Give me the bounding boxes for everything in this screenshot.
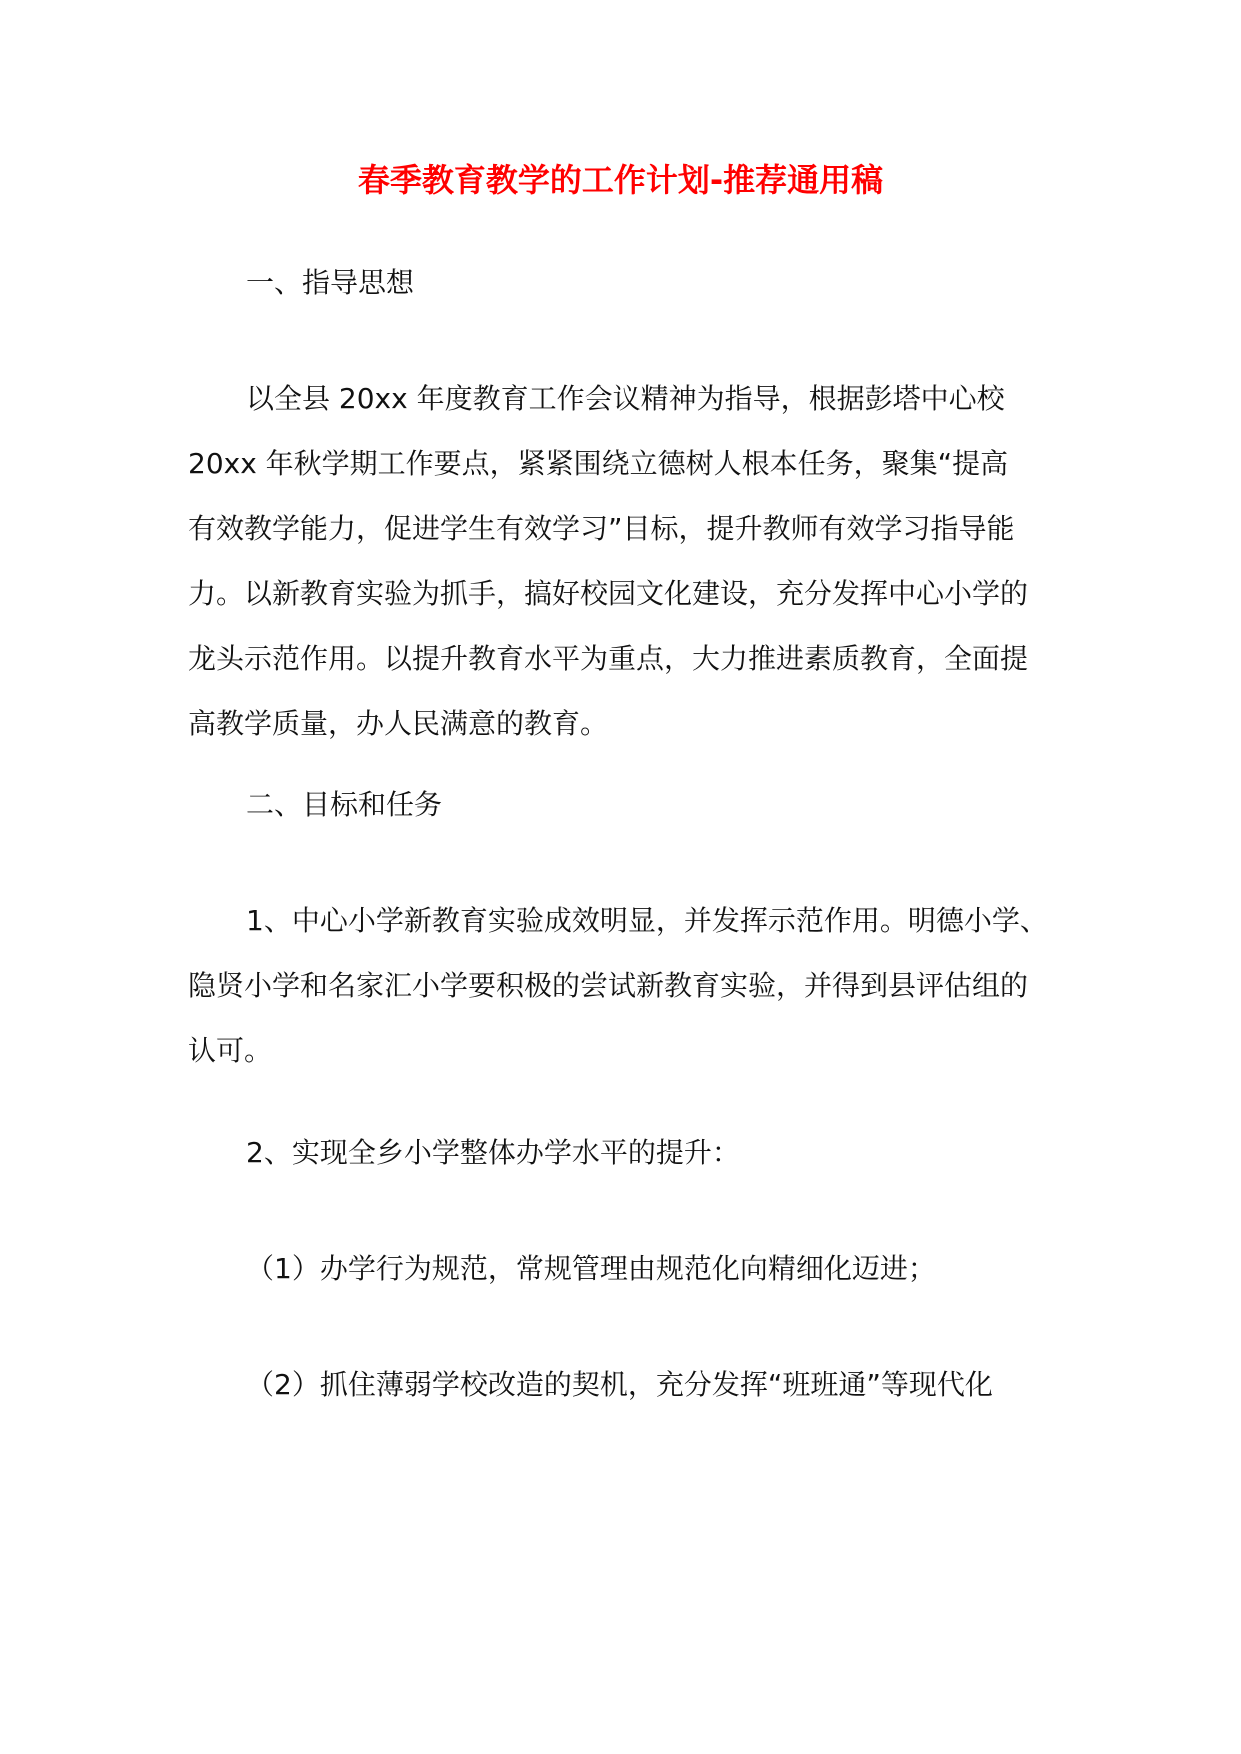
paragraph-line: 认可。 xyxy=(188,1034,273,1067)
paragraph-line: 力。以新教育实验为抓手，搞好校园文化建设，充分发挥中心小学的 xyxy=(188,577,1029,610)
paragraph-line: 有效教学能力，促进学生有效学习”目标，提升教师有效学习指导能 xyxy=(188,512,1015,545)
section-heading-guiding-thought: 一、指导思想 xyxy=(246,266,415,299)
paragraph-subitem-2: （2）抓住薄弱学校改造的契机，充分发挥“班班通”等现代化 xyxy=(246,1368,993,1401)
paragraph-item-2: 2、实现全乡小学整体办学水平的提升： xyxy=(246,1136,740,1169)
section-heading-goals-tasks: 二、目标和任务 xyxy=(246,788,443,821)
paragraph-line: 20xx 年秋学期工作要点，紧紧围绕立德树人根本任务，聚集“提高 xyxy=(188,447,1009,480)
paragraph-line: 龙头示范作用。以提升教育水平为重点，大力推进素质教育，全面提 xyxy=(188,642,1029,675)
paragraph-subitem-1: （1）办学行为规范，常规管理由规范化向精细化迈进； xyxy=(246,1252,936,1285)
paragraph-line: 隐贤小学和名家汇小学要积极的尝试新教育实验，并得到县评估组的 xyxy=(188,969,1029,1002)
paragraph-guiding-thought xyxy=(188,366,1068,756)
paragraph-line: 以全县 20xx 年度教育工作会议精神为指导，根据彭塔中心校 xyxy=(246,382,1005,415)
paragraph-line: 高教学质量，办人民满意的教育。 xyxy=(188,707,609,740)
document-title: 春季教育教学的工作计划-推荐通用稿 xyxy=(357,161,884,199)
paragraph-line: 1、中心小学新教育实验成效明显，并发挥示范作用。明德小学、 xyxy=(246,904,1048,937)
paragraph-item-1 xyxy=(188,888,1068,1083)
